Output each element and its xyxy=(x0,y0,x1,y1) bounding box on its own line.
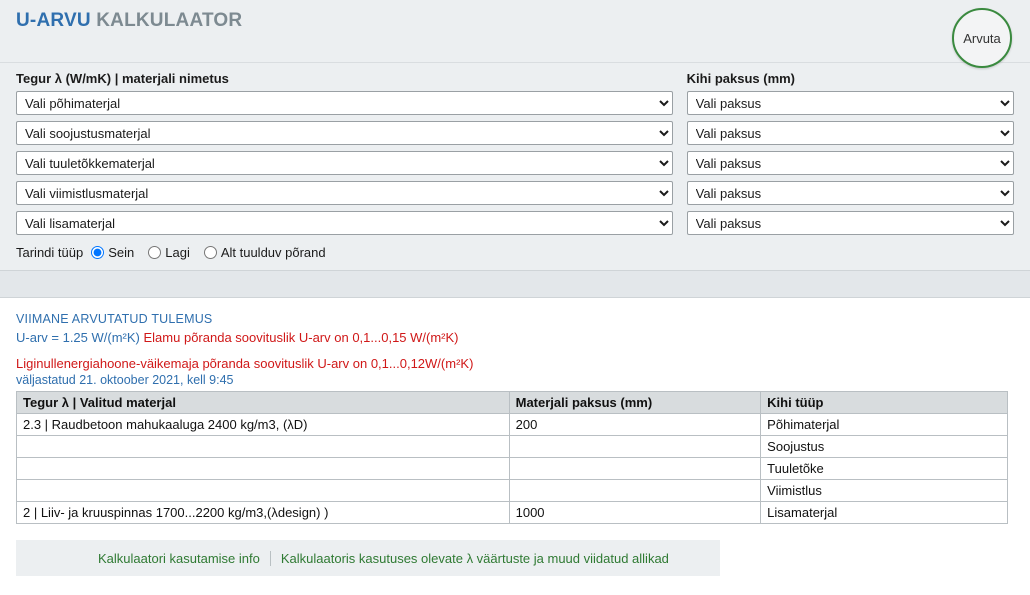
table-row xyxy=(17,502,1008,524)
table-header-row xyxy=(17,392,1008,414)
material-row-5 xyxy=(16,211,1014,235)
radio-label-wall: Sein xyxy=(108,245,135,260)
material-row-3 xyxy=(16,151,1014,175)
section-divider xyxy=(0,271,1030,298)
results-heading: VIIMANE ARVUTATUD TULEMUS xyxy=(16,312,213,326)
cell-layertype: Viimistlus xyxy=(761,480,1008,502)
calculate-button[interactable] xyxy=(952,8,1012,68)
cell-thickness: 200 xyxy=(509,414,761,436)
select-insulation-thickness[interactable] xyxy=(687,121,1014,145)
input-form xyxy=(0,63,1030,271)
column-header-thickness: Kihi paksus (mm) xyxy=(686,71,796,86)
select-additional-thickness[interactable] xyxy=(687,211,1014,235)
cell-thickness: 1000 xyxy=(509,502,761,524)
published-timestamp: väljastatud 21. oktoober 2021, kell 9:45 xyxy=(16,373,234,387)
cell-thickness xyxy=(509,436,761,458)
row-spacer xyxy=(673,181,687,205)
radio-label-ceiling: Lagi xyxy=(165,245,190,260)
table-header-thickness: Materjali paksus (mm) xyxy=(509,392,761,414)
table-row xyxy=(17,436,1008,458)
radio-input-ceiling[interactable] xyxy=(148,246,161,259)
results-gap xyxy=(16,348,1014,356)
row-spacer xyxy=(673,211,687,235)
radio-option-ventilated-floor[interactable] xyxy=(204,245,326,260)
cell-layertype: Soojustus xyxy=(761,436,1008,458)
radio-input-ventilated-floor[interactable] xyxy=(204,246,217,259)
column-header-material: Tegur λ (W/mK) | materjali nimetus xyxy=(16,71,229,86)
page-title-rest: KALKULAATOR xyxy=(96,10,243,31)
uvalue-line xyxy=(16,330,1014,345)
select-windbarrier-material[interactable] xyxy=(16,151,673,175)
link-usage-info[interactable]: Kalkulaatori kasutamise info xyxy=(88,551,271,566)
table-header-layertype: Kihi tüüp xyxy=(761,392,1008,414)
row-spacer xyxy=(673,91,687,115)
table-header-material: Tegur λ | Valitud materjal xyxy=(17,392,510,414)
select-finishing-thickness[interactable] xyxy=(687,181,1014,205)
cell-material xyxy=(17,458,510,480)
construction-type-label: Tarindi tüüp xyxy=(16,245,84,260)
table-row xyxy=(17,458,1008,480)
select-finishing-material[interactable] xyxy=(16,181,673,205)
cell-thickness xyxy=(509,458,761,480)
calculate-button-label: Arvuta xyxy=(963,30,1001,46)
radio-option-ceiling[interactable] xyxy=(148,245,190,260)
footer-links xyxy=(16,540,720,576)
results-section xyxy=(0,298,1030,524)
cell-material xyxy=(17,436,510,458)
row-spacer xyxy=(673,151,687,175)
table-row xyxy=(17,414,1008,436)
cell-material: 2.3 | Raudbetoon mahukaaluga 2400 kg/m3, (λD) xyxy=(17,414,510,436)
cell-material xyxy=(17,480,510,502)
nzeb-recommendation: Liginullenergiahoone-väikemaja põranda soovituslik U-arv on 0,1...0,12W/(m²K) xyxy=(16,356,474,371)
page-title xyxy=(16,10,242,32)
select-insulation-material[interactable] xyxy=(16,121,673,145)
construction-type-group xyxy=(16,241,1014,266)
cell-layertype: Lisamaterjal xyxy=(761,502,1008,524)
material-row-2 xyxy=(16,121,1014,145)
row-spacer xyxy=(673,121,687,145)
select-additional-material[interactable] xyxy=(16,211,673,235)
cell-material: 2 | Liiv- ja kruuspinnas 1700...2200 kg/m3,(λdesign) ) xyxy=(17,502,510,524)
cell-layertype: Tuuletõke xyxy=(761,458,1008,480)
radio-label-ventilated-floor: Alt tuulduv põrand xyxy=(220,245,326,260)
select-main-thickness[interactable] xyxy=(687,91,1014,115)
page-header xyxy=(0,0,1030,63)
uvalue-text: U-arv = 1.25 W/(m²K) xyxy=(16,330,140,345)
radio-option-wall[interactable] xyxy=(91,245,134,260)
select-main-material[interactable] xyxy=(16,91,673,115)
cell-layertype: Põhimaterjal xyxy=(761,414,1008,436)
material-row-1 xyxy=(16,91,1014,115)
select-windbarrier-thickness[interactable] xyxy=(687,151,1014,175)
results-table xyxy=(16,391,1008,524)
page-title-strong: U-ARVU xyxy=(16,10,91,31)
material-row-4 xyxy=(16,181,1014,205)
column-headers xyxy=(16,71,1014,91)
table-row xyxy=(17,480,1008,502)
radio-input-wall[interactable] xyxy=(91,246,104,259)
link-sources[interactable]: Kalkulaatoris kasutuses olevate λ väärtuste ja muud viidatud allikad xyxy=(280,550,669,566)
cell-thickness xyxy=(509,480,761,502)
uvalue-recommendation: Elamu põranda soovituslik U-arv on 0,1...0,15 W/(m²K) xyxy=(143,330,459,345)
